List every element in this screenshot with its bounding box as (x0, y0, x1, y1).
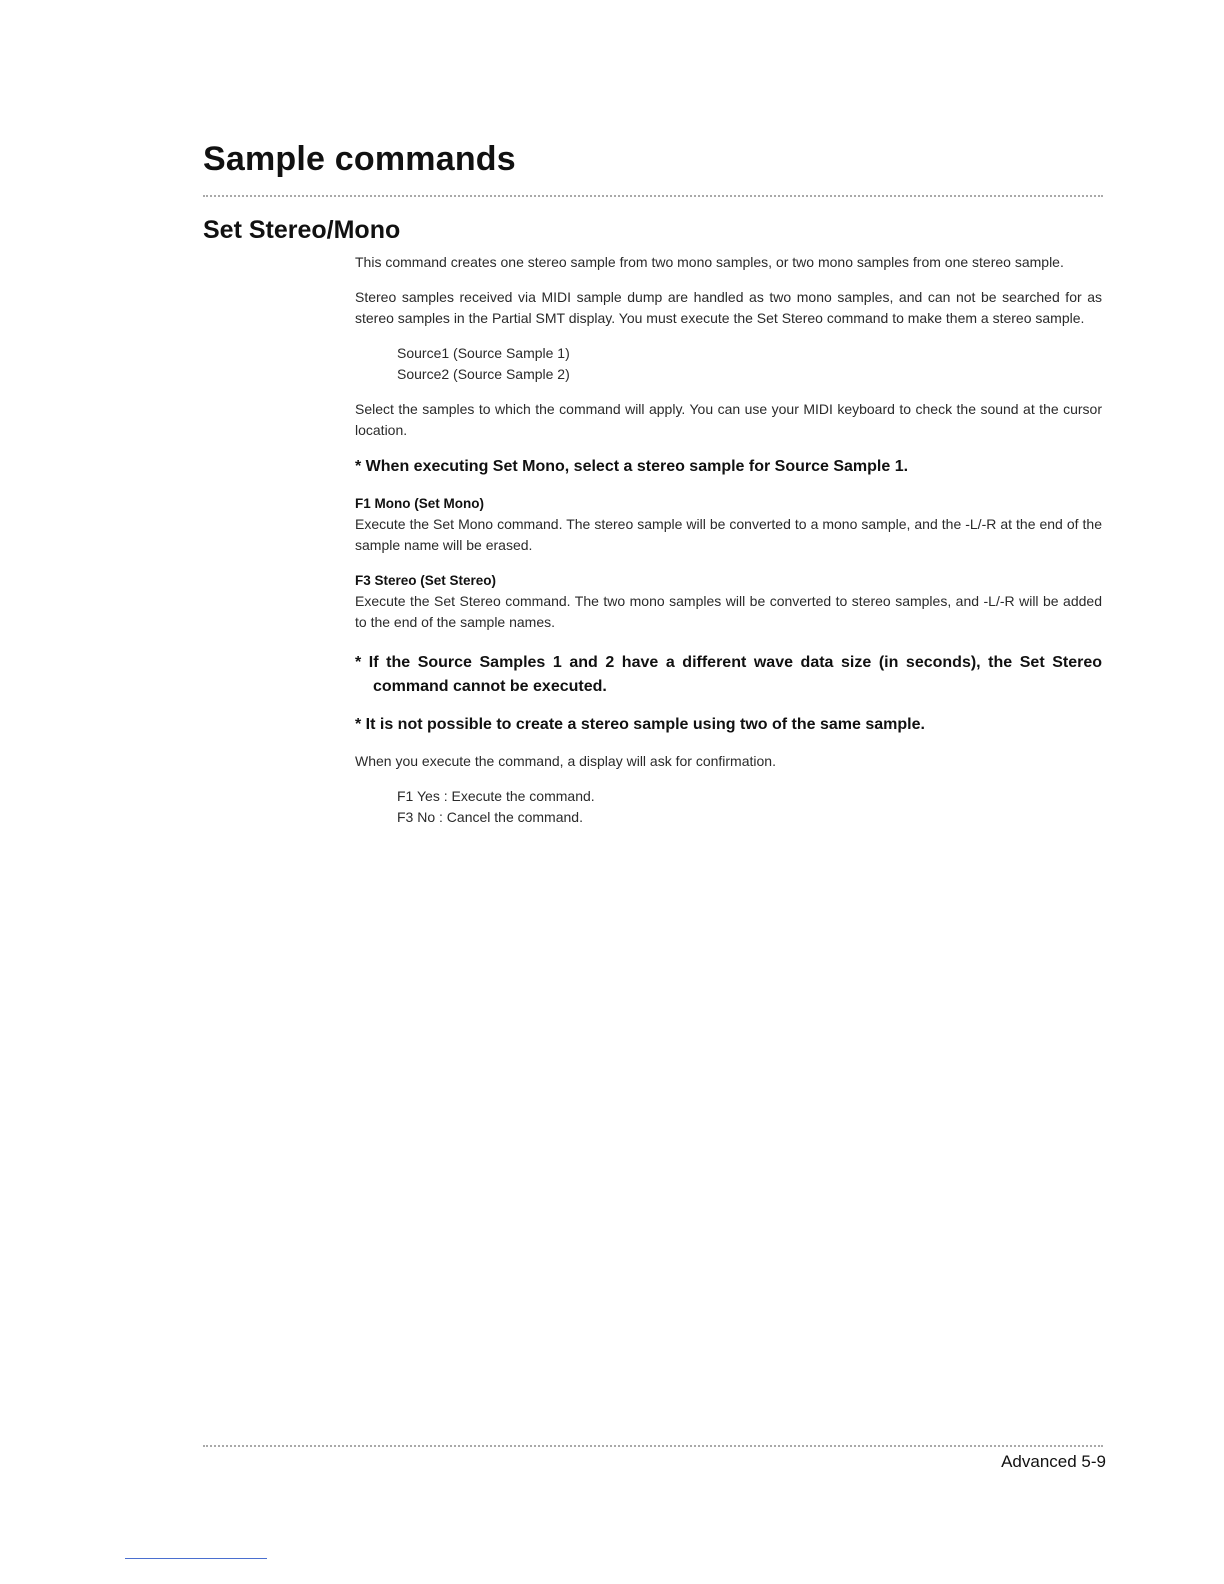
note-set-mono: * When executing Set Mono, select a stereo sample for Source Sample 1. (355, 458, 909, 475)
note-wave-size: * If the Source Samples 1 and 2 have a different wave data size (in seconds), the Set Stereo command cannot be executed. (355, 654, 1102, 695)
section-title: Set Stereo/Mono (203, 216, 401, 244)
source1-line: Source1 (Source Sample 1) (397, 345, 570, 361)
note-same-sample: * It is not possible to create a stereo sample using two of the same sample. (355, 716, 925, 733)
title-divider (203, 195, 1103, 197)
f3-stereo-heading: F3 Stereo (Set Stereo) (355, 573, 497, 588)
page-footer: Advanced 5-9 (1001, 1452, 1106, 1471)
f1-mono-description: Execute the Set Mono command. The stereo sample will be converted to a mono sample, and the -L/-R at the end of the sample name will be erased. (355, 516, 1102, 553)
confirm-no-line: F3 No : Cancel the command. (397, 809, 583, 825)
bottom-margin-line (125, 1558, 267, 1559)
section-body (355, 252, 1102, 828)
intro-paragraph: This command creates one stereo sample from two mono samples, or two mono samples from one stereo sample. (355, 254, 1064, 270)
confirm-paragraph: When you execute the command, a display will ask for confirmation. (355, 753, 776, 769)
select-paragraph: Select the samples to which the command will apply. You can use your MIDI keyboard to check the sound at the cursor location. (355, 401, 1102, 438)
f3-stereo-description: Execute the Set Stereo command. The two mono samples will be converted to stereo samples, and -L/-R will be added to the end of the sample names. (355, 593, 1102, 630)
midi-paragraph: Stereo samples received via MIDI sample dump are handled as two mono samples, and can not be searched for as stereo samples in the Partial SMT display. You must execute the Set Stereo command to make them a stereo sample. (355, 289, 1102, 326)
confirm-yes-line: F1 Yes : Execute the command. (397, 788, 595, 804)
source2-line: Source2 (Source Sample 2) (397, 366, 570, 382)
footer-divider (203, 1445, 1103, 1447)
f1-mono-heading: F1 Mono (Set Mono) (355, 496, 484, 511)
page-title: Sample commands (203, 140, 516, 178)
